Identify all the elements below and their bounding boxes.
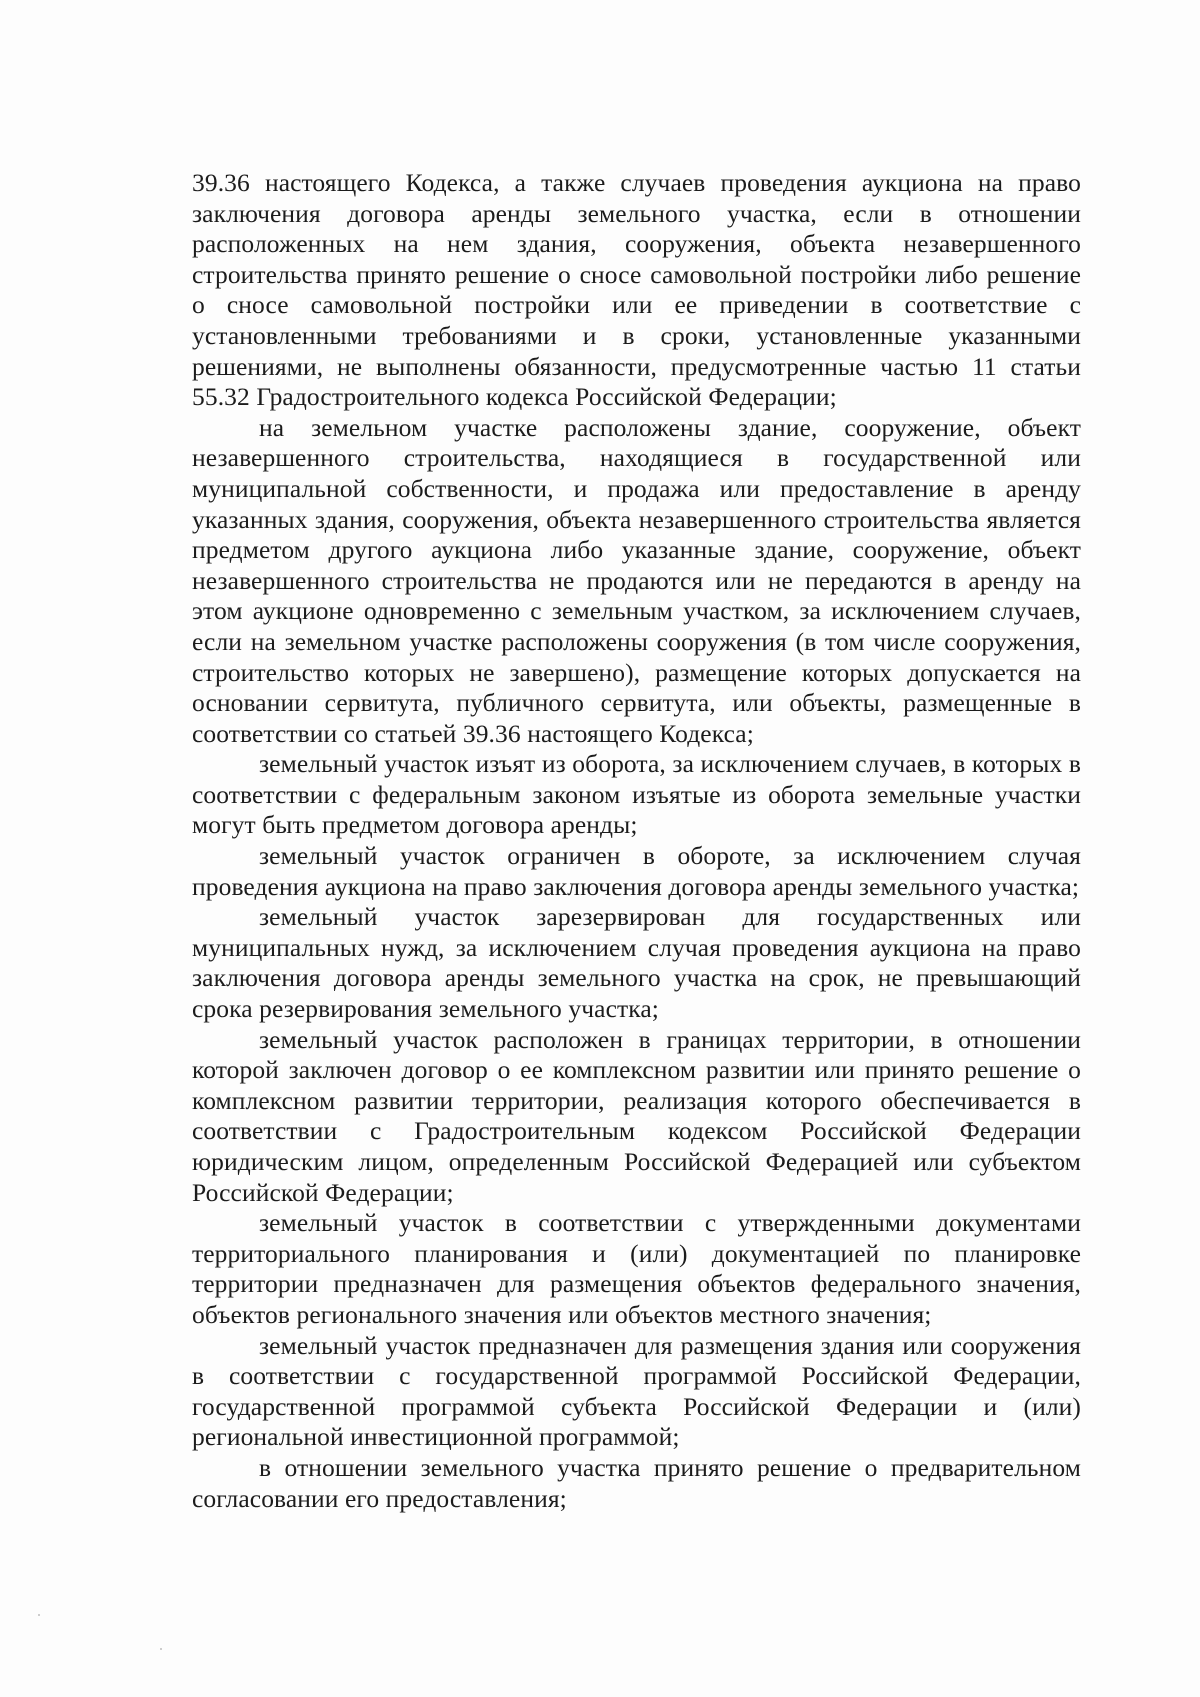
scan-artifact bbox=[160, 1648, 162, 1650]
document-body bbox=[192, 168, 1081, 1514]
paragraph-reserved-for-needs: земельный участок зарезервирован для государственных или муниципальных нужд, за исключением случая проведения аукциона на право заключения договора аренды земельного участка на срок, не превышающий срока резервирования земельного участка; bbox=[192, 902, 1081, 1024]
paragraph-state-program: земельный участок предназначен для размещения здания или сооружения в соответствии с государственной программой Российской Федерации, государственной программой субъекта Российской Федерации и (или) региональной инвестиционной программой; bbox=[192, 1330, 1081, 1452]
paragraph-continuation: 39.36 настоящего Кодекса, а также случаев проведения аукциона на право заключения договора аренды земельного участка, если в отношении расположенных на нем здания, сооружения, объекта незавершенного строительства принято решение о сносе самовольной постройки либо решение о сносе самовольной постройки или ее приведении в соответствие с установленными требованиями и в сроки, установленные указанными решениями, не выполнены обязанности, предусмотренные частью 11 статьи 55.32 Градостроительного кодекса Российской Федерации; bbox=[192, 168, 1081, 412]
scan-artifact bbox=[38, 1614, 40, 1616]
paragraph-preliminary-approval: в отношении земельного участка принято решение о предварительном согласовании его предоставления; bbox=[192, 1452, 1081, 1513]
paragraph-complex-development: земельный участок расположен в границах территории, в отношении которой заключен договор о ее комплексном развитии или принято решение о комплексном развитии территории, реализация которого обеспечивается в соответствии с Градостроительным кодексом Российской Федерации юридическим лицом, определенным Российской Федерацией или субъектом Российской Федерации; bbox=[192, 1024, 1081, 1207]
paragraph-withdrawn-from-circulation: земельный участок изъят из оборота, за исключением случаев, в которых в соответствии с федеральным законом изъятые из оборота земельные участки могут быть предметом договора аренды; bbox=[192, 749, 1081, 840]
paragraph-building-on-plot: на земельном участке расположены здание, сооружение, объект незавершенного строительства, находящиеся в государственной или муниципальной собственности, и продажа или предоставление в аренду указанных здания, сооружения, объекта незавершенного строительства является предметом другого аукциона либо указанные здание, сооружение, объект незавершенного строительства не продаются или не передаются в аренду на этом аукционе одновременно с земельным участком, за исключением случаев, если на земельном участке расположены сооружения (в том числе сооружения, строительство которых не завершено), размещение которых допускается на основании сервитута, публичного сервитута, или объекты, размещенные в соответствии со статьей 39.36 настоящего Кодекса; bbox=[192, 412, 1081, 748]
paragraph-restricted-circulation: земельный участок ограничен в обороте, за исключением случая проведения аукциона на право заключения договора аренды земельного участка; bbox=[192, 841, 1081, 901]
paragraph-territorial-planning: земельный участок в соответствии с утвержденными документами территориального планирования и (или) документацией по планировке территории предназначен для размещения объектов федерального значения, объектов регионального значения или объектов местного значения; bbox=[192, 1208, 1081, 1329]
